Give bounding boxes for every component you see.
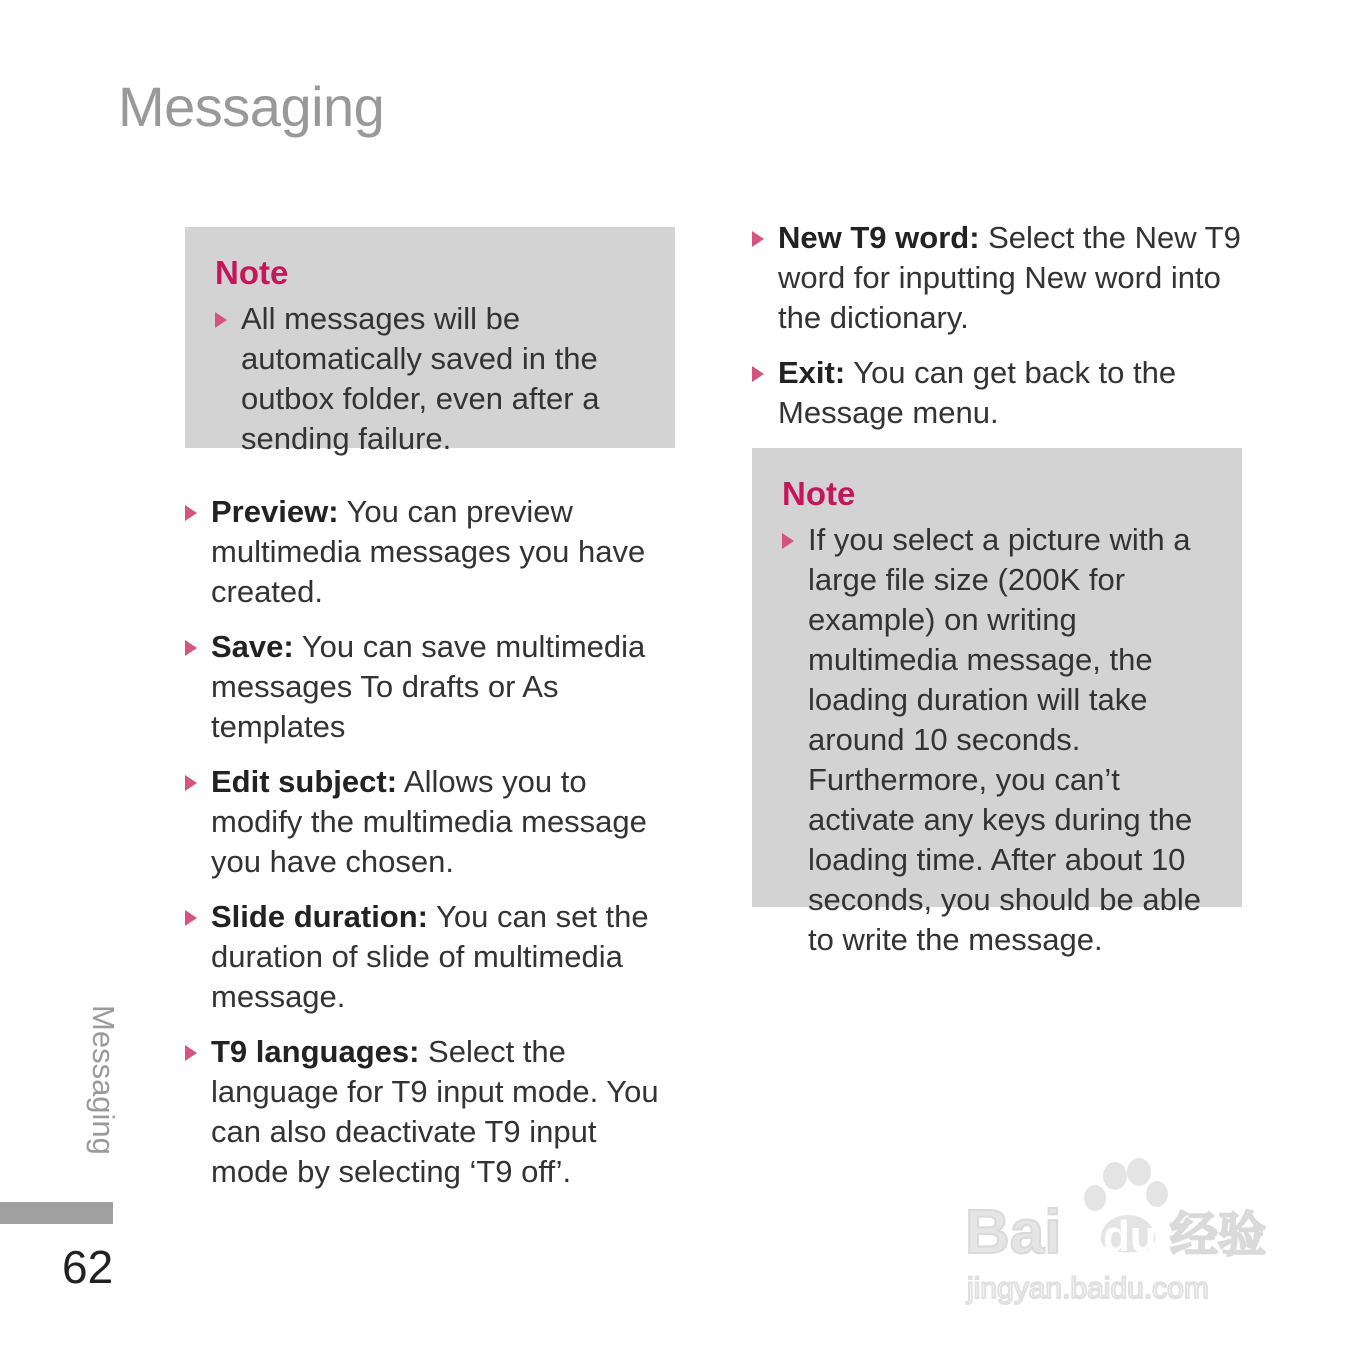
triangle-bullet-icon xyxy=(185,505,197,521)
baidu-watermark-logo xyxy=(965,1158,1285,1308)
list-item xyxy=(185,897,675,1017)
list-item xyxy=(752,353,1242,433)
svg-text:Bai: Bai xyxy=(965,1198,1062,1267)
right-column xyxy=(752,218,1242,957)
note-bullet xyxy=(215,299,655,459)
note-bullet xyxy=(782,520,1222,960)
item-term: Slide duration: xyxy=(211,899,428,934)
page-number: 62 xyxy=(62,1241,114,1293)
item-description: Allows you to modify the multimedia message you have chosen. xyxy=(211,764,647,879)
triangle-bullet-icon xyxy=(185,640,197,656)
triangle-bullet-icon xyxy=(752,366,764,382)
svg-text:经验: 经验 xyxy=(1170,1207,1267,1263)
svg-text:jingyan.baidu.com: jingyan.baidu.com xyxy=(967,1272,1209,1305)
triangle-bullet-icon xyxy=(215,312,227,328)
item-description: You can preview multimedia messages you have created. xyxy=(211,494,646,609)
item-description: You can get back to the Message menu. xyxy=(778,355,1177,430)
item-description: Select the New T9 word for inputting New word into the dictionary. xyxy=(778,220,1241,335)
triangle-bullet-icon xyxy=(185,1045,197,1061)
item-term: Edit subject: xyxy=(211,764,398,799)
list-item xyxy=(185,1032,675,1192)
note-text: If you select a picture with a large file size (200K for example) on writing multimedia message, the loading duration will take around 10 seconds. Furthermore, you can’t activate any keys during the loading time. After about 10 seconds, you should be able to write the message. xyxy=(808,522,1201,957)
list-item xyxy=(185,627,675,747)
item-term: Save: xyxy=(211,629,294,664)
svg-text:du: du xyxy=(1103,1212,1157,1261)
note-title: Note xyxy=(215,254,289,291)
item-term: T9 languages: xyxy=(211,1034,420,1069)
note-box xyxy=(185,227,675,456)
list-item xyxy=(185,762,675,882)
item-term: Preview: xyxy=(211,494,339,529)
item-term: New T9 word: xyxy=(778,220,980,255)
item-description: You can set the duration of slide of multimedia message. xyxy=(211,899,649,1014)
note-text: All messages will be automatically saved in the outbox folder, even after a sending failure. xyxy=(241,301,600,456)
page-tab-bar xyxy=(0,1202,113,1224)
item-description: Select the language for T9 input mode. You can also deactivate T9 input mode by selecting ‘T9 off’. xyxy=(211,1034,659,1189)
note-title: Note xyxy=(782,475,856,512)
triangle-bullet-icon xyxy=(185,775,197,791)
triangle-bullet-icon xyxy=(782,533,794,549)
triangle-bullet-icon xyxy=(185,910,197,926)
option-list xyxy=(752,218,1242,433)
page-title: Messaging xyxy=(118,75,385,138)
item-description: You can save multimedia messages To drafts or As templates xyxy=(211,629,646,744)
side-section-label: Messaging xyxy=(86,1005,121,1155)
option-list xyxy=(185,492,675,1192)
list-item xyxy=(185,492,675,612)
list-item xyxy=(752,218,1242,338)
note-box xyxy=(752,448,1242,957)
left-column xyxy=(185,227,675,1207)
triangle-bullet-icon xyxy=(752,231,764,247)
item-term: Exit: xyxy=(778,355,846,390)
